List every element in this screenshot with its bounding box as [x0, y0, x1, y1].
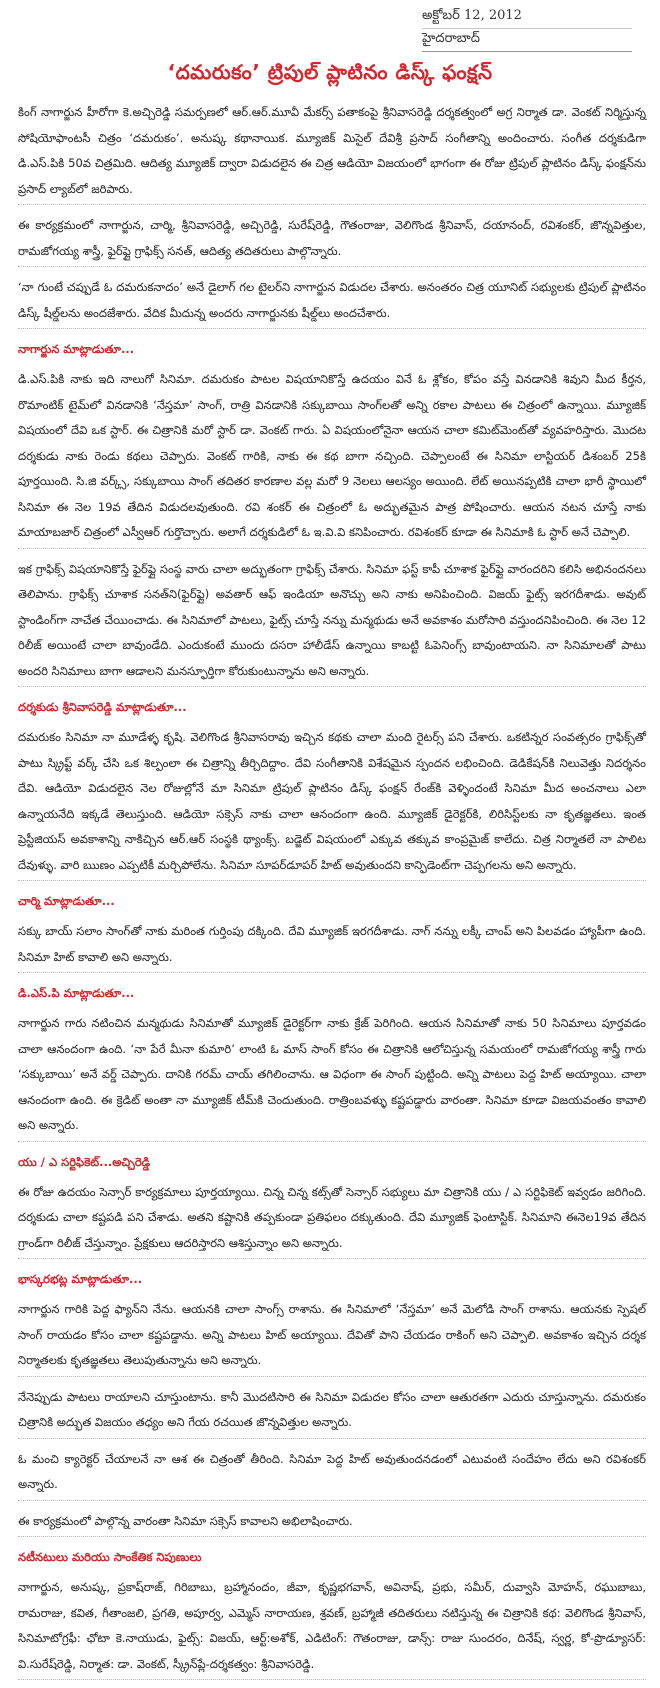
body-paragraph: నాగార్జున గారు నటించిన మన్మథుడు సినిమాతో మ్యూజిక్ డైరెక్టర్‌గా నాకు క్రేజ్ పెరిగింది. ఆయన సినిమాతో నాకు 50 సినిమాలు పూర్తవడం చాలా ఆనందంగా ఉంది. ‘నా పేరే మీనా కుమారి’ లాంటి ఓ మాస్ సాంగ్ కోసం ఈ చిత్రానికి ఆలోచిస్తున్న సమయంలో రామజోగయ్య శాస్త్రీ గారు ‘సక్కుబాయి’ అనే వర్డ్ చెప్పారు. దానికి గరమ్ చాయ్ తగిలించాను. ఆ విధంగా ఈ సాంగ్ పుట్టింది. అన్ని పాటలు పెద్ద హిట్ అయ్యాయి. చాలా ఆనందంగా ఉంది. ఈ క్రెడిట్ అంతా నా మ్యూజిక్ టీమ్‌కి చెందుతుంది. రాత్రింబవళ్ళు కష్టపడ్డారు వారంతా. సినిమా కూడా విజయవంతం కావాలి అని అన్నారు.	[18, 1011, 646, 1142]
body-paragraph: ఈ కార్యక్రమంలో పాల్గొన్న వారంతా సినిమా సక్సెస్ కావాలని అభిలాషించారు.	[18, 1509, 646, 1538]
section-heading: నటీనటులు మరియు సాంకేతిక నిపుణులు	[18, 1550, 202, 1564]
section-heading: డి.ఎస్.పి మాట్లాడుతూ...	[18, 986, 135, 1000]
body-paragraph: దమరుకం సినిమా నా మూడేళ్ళ కృషి. వెలిగొండ శ్రీనివాసరావు ఇచ్చిన కథకు చాలా మంది రైటర్స్ పని చేశారు. ఒకటిన్నర సంవత్సరం గ్రాఫిక్స్‌తో పాటు స్క్రిప్ట్ వర్క్ చేసి ఒక శిల్పంలా ఈ చిత్రాన్ని తీర్చిదిద్దాం. దేవి సంగీతానికి విశేషమైన స్పందన లభించింది. డెడికేషన్‌కి నిలువెత్తు నిదర్శనం దేవి. ఆడియో విడుదలైన నెల రోజుల్లోనే మా సినిమా ట్రిపుల్ ప్లాటినం డిస్క్ ఫంక్షన్ రేంజ్‌కి వెళ్ళిందంటే సినిమా మీద అంచనాలు ఎలా ఉన్నాయనేది ఇక్కడే తెలుస్తుంది. ఆడియో సక్సెస్ నాకు చాలా ఆనందంగా ఉంది. మ్యూజిక్ డైరెక్టర్‌కి, లిరిసిస్ట్‌లకు నా కృతజ్ఞతలు. ఇంత ప్రెస్టీజియస్ అవకాశాన్ని నాకిచ్చిన ఆర్.ఆర్ సంస్థకి థ్యాంక్స్. బడ్జెట్ విషయంలో ఎక్కువ తక్కువ కాంప్రమైజ్ కాలేదు. చిత్ర నిర్మాతలే నా పాలిట దేవుళ్ళు. వారి ఋణం ఎప్పటికీ మర్చిపోలేను. సినిమా సూపర్‌డూపర్ హిట్ అవుతుందని కాన్ఫిడెంట్‌గా చెప్పగలను అని అన్నారు.	[18, 725, 646, 881]
body-paragraph: నాగార్జున గారికి పెద్ద ఫ్యాన్‌ని నేను. ఆయనకి చాలా సాంగ్స్ రాశాను. ఈ సినిమాలో ‘నేస్తమా’ అనే మెలోడి సాంగ్ రాశాను. ఆయనకు స్పెషల్ సాంగ్ రాయడం కోసం చాలా కష్టపడ్డాను. అన్ని పాటలు హిట్ అయ్యాయి. దేవితో పాని చేయడం రాకింగ్ అని చెప్పాలి. అవకాశం ఇచ్చిన దర్శక నిర్మాతలకు కృతజ్ఞతలు తెలుపుతున్నాను అని అన్నారు.	[18, 1297, 646, 1377]
article-place: హైదరాబాద్	[422, 29, 632, 52]
section-heading: దర్శకుడు శ్రీనివాసరెడ్డి మాట్లాడుతూ...	[18, 700, 187, 714]
article-title: ‘దమరుకం’ ట్రిపుల్ ప్లాటినం డిస్క్ ఫంక్షన్	[167, 60, 493, 84]
body-paragraph: కింగ్ నాగార్జున హీరోగా కె.అచ్చిరెడ్డి సమర్పణలో ఆర్.ఆర్.మూవీ మేకర్స్ పతాకంపై శ్రీనివాసరెడ్డి దర్శకత్వంలో అగ్ర నిర్మాత డా. వెంకట్ నిర్మిస్తున్న సోషియోఫాంటసీ చిత్రం ‘దమరుకం’. అనుష్క కథానాయిక. మ్యూజిక్ మిసైల్ దేవిశ్రీ ప్రసాద్ సంగీతాన్ని అందించారు. సంగీత దర్శకుడిగా డి.ఎస్.పికి 50వ చిత్రమిది. ఆదిత్య మ్యూజిక్ ద్వారా విడుదలైన ఈ చిత్ర ఆడియో విజయంలో భాగంగా ఈ రోజు ట్రిపుల్ ప్లాటినం డిస్క్ ఫంక్షన్‌ను ప్రసాద్ ల్యాబ్‌లో జరిపారు.	[18, 100, 646, 205]
body-paragraph: ఇక గ్రాఫిక్స్ విషయానికొస్తే ఫైర్‌ఫ్లై సంస్థ వారు చాలా అద్భుతంగా గ్రాఫిక్స్ చేశారు. సినిమా ఫస్ట్ కాపీ చూశాక ఫైర్‌ఫ్లై వారందరిని కలిసి అభినందనలు తెలిపాను. గ్రాఫిక్స్ చూశాక సనత్‌ని(ఫైర్‌ఫ్లై) అవతార్ ఆఫ్ ఇండియా అనొచ్చు అని నాకు అనిపించింది. విజయ్ ఫైట్స్ ఇరగదీశాడు. అవుట్ స్టాండింగ్‌గా నాచేత చేయించాడు. ఈ సినిమాలో పాటలు, ఫైట్స్ చూస్తే నన్ను మన్మథుడు అనే అవకాశం మరోసారి వస్తుందనిపించింది. ఈ నెల 12 రిలీజ్ అయింటే చాలా బావుండేది. ఎందుకంటే ముందు దసరా హాలీడేస్ ఉన్నాయి కాబట్టి ఓపెనింగ్స్ బావుంటాయని. నా సినిమాలతో పాటు అందరి సినిమాలు బాగా ఆడాలని మనస్ఫూర్తిగా కోరుకుంటున్నాను అని అన్నారు.	[18, 557, 646, 688]
body-paragraph: నాగార్జున, అనుష్క, ప్రకాష్‌రాజ్, గిరిబాబు, బ్రహ్మానందం, జీవా, కృష్ణభగవాన్, అవినాష్, ప్రభు, సమీర్, దువ్వాసి మోహన్, రఘుబాబు, రామరాజు, కవిత, గీతాంజలి, ప్రగతి, అపూర్వ, ఎమ్మెస్ నారాయణ, శ్రవణ్, బ్రహ్మాజీ తదితరులు నటిస్తున్న ఈ చిత్రానికి కథ: వెలిగొండ శ్రీనివాస్, సినిమాటోగ్రఫీ: ఛోటా కె.నాయుడు, ఫైట్స్: విజయ్, ఆర్ట్:అశోక్, ఎడిటింగ్: గౌతంరాజు, డాన్స్: రాజు సుందరం, దినేష్, స్వర్ణ, కో-ప్రొడ్యూసర్: వి.సురేష్‌రెడ్డి, నిర్మాత: డా. వెంకట్, స్క్రీన్‌ప్లే-దర్శకత్వం: శ్రీనివాసరెడ్డి.	[18, 1575, 646, 1680]
dateline	[422, 6, 632, 52]
body-paragraph: డి.ఎస్.పికి నాకు ఇది నాలుగో సినిమా. దమరుకం పాటల విషయానికొస్తే ఉదయం వినే ఓ శ్లోకం, కోపం వస్తే వినడానికి శివుని మీద కీర్తన, రొమాంటిక్ టైమ్‌లో వినడానికి ‘నేస్తమా’ సాంగ్, రాత్రి వినడానికి సక్కుబాయి సాంగ్‌లతో అన్ని రకాల పాటలు ఈ చిత్రంలో ఉన్నాయి. మ్యూజిక్ విషయంలో దేవి ఒక స్టార్. ఈ చిత్రానికి మరో స్టార్ డా. వెంకట్ గారు. ఏ విషయంలోనైనా ఆయన చాలా కమిట్‌మెంట్‌తో వ్యవహరిస్తారు. మొదట దర్శకుడు నాకు రెండు కథలు చెప్పారు. వెంకట్ గారికి, నాకు ఈ కథ బాగా నచ్చింది. చెప్పాలంటే ఈ సినిమా లాస్టియర్ డిశంబర్ 25కి పూర్తయింది. సి.జి వర్క్స్, సక్కుబాయి సాంగ్ తదితర కారణాల వల్ల మరో 9 నెలలు ఆలస్యం అయింది. లేట్ అయినప్పటికి చాలా భారీ స్థాయిలో సినిమా ఈ నెల 19వ తేదిన విడుదలవుతుంది. రవి శంకర్ ఈ చిత్రంలో ఓ అద్భుతమైన పాత్ర పోషించారు. ఆయన నటన చూస్తే నాకు మాయాబజార్ చిత్రంలో ఎస్వీఆర్ గుర్తొచ్చారు. అలాగే దర్శకుడిలో ఓ ఇ.వి.వి కనిపించారు. రవిశంకర్ కూడా ఈ సినిమాకి ఓ స్టార్ అనే చెప్పాలి.	[18, 367, 646, 549]
body-paragraph: ‘నా గుంటే చప్పుడే ఓ దమరుకనాదం’ అనే డైలాగ్ గల టైలర్‌ని నాగార్జున విడుదల చేశారు. అనంతరం చిత్ర యూనిట్ సభ్యులకు ట్రిపుల్ ప్లాటినం డిస్క్ షీల్డ్‌లను అందజేశారు. వేదిక మీదున్న అందరు నాగార్జునకు షీల్డ్‌లు అందచేశారు.	[18, 275, 646, 329]
article-date: అక్టోబర్ 12, 2012	[422, 6, 632, 29]
section-heading: భాస్కరభట్ల మాట్లాడుతూ...	[18, 1272, 143, 1286]
article-body	[18, 100, 646, 1688]
body-paragraph: నేనెప్పుడు పాటలు రాయాలని చూస్తుంటాను. కానీ మొదటిసారి ఈ సినిమా విడుదల కోసం చాలా ఆతురతగా ఎదురు చూస్తున్నాను. దమరుకం చిత్రానికి అద్భుత విజయం తధ్యం అని గేయ రచయిత జొన్నవిత్తుల అన్నారు.	[18, 1385, 646, 1439]
body-paragraph: ఈ కార్యక్రమంలో నాగార్జున, చార్మి, శ్రీనివాసరెడ్డి, అచ్చిరెడ్డి, సురేష్‌రెడ్డి, గౌతంరాజు, వెలిగొండ శ్రీనివాస్, దయానంద్, రవిశంకర్, జొన్నవిత్తుల, రామజోగయ్య శాస్త్రీ, ఫైర్‌ఫ్లై గ్రాఫిక్స్ సనత్, ఆదిత్య తదితరులు పాల్గొన్నారు.	[18, 213, 646, 267]
section-heading: నాగార్జున మాట్లాడుతూ...	[18, 342, 135, 356]
section-heading: చార్మి మాట్లాడుతూ...	[18, 894, 115, 908]
body-paragraph: సక్కు బాయ్ సలాం సాంగ్‌తో నాకు మరింత గుర్తింపు దక్కింది. దేవి మ్యూజిక్ ఇరగదీశాడు. నాగ్ నన్ను లక్కీ చాంప్ అని పిలవడం హ్యాపీగా ఉంది. సినిమా హిట్ కావాలి అని అన్నారు.	[18, 919, 646, 973]
body-paragraph: ఈ రోజు ఉదయం సెన్సార్ కార్యక్రమాలు పూర్తయ్యాయి. చిన్న చిన్న కట్స్‌తో సెన్సార్ సభ్యులు మా చిత్రానికి యు / ఎ సర్టిఫికెట్ ఇవ్వడం జరిగింది. దర్శకుడు చాలా కష్టపడి పని చేశాడు. అతని కష్టానికి తప్పకుండా ప్రతిఫలం దక్కుతుంది. దేవి మ్యూజిక్ ఫెంటాస్టిక్. సినిమాని ఈనెల19వ తేదిన గ్రాండ్‌గా రిలీజ్ చేస్తున్నాం. ప్రేక్షకులు ఆదరిస్తారని ఆశిస్తున్నాం అని అన్నారు.	[18, 1180, 646, 1260]
body-paragraph: ఓ మంచి క్యారెక్టర్ చేయాలనే నా ఆశ ఈ చిత్రంతో తీరింది. సినిమా పెద్ద హిట్ అవుతుందనడంలో ఎటువంటి సందేహం లేదు అని రవిశంకర్ అన్నారు.	[18, 1447, 646, 1501]
section-heading: యు / ఎ సర్టిఫికెట్...అచ్చిరెడ్డి	[18, 1154, 151, 1169]
